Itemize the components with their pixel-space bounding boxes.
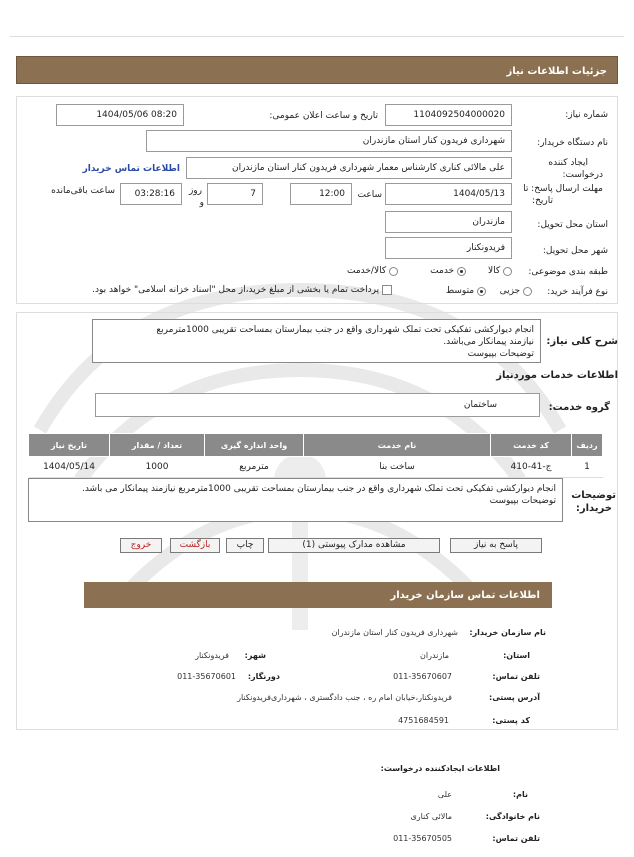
table-header-row — [29, 434, 603, 457]
deadline-label-line1: مهلت ارسال پاسخ: تا — [523, 184, 603, 194]
back-button[interactable]: بازگشت — [170, 538, 220, 553]
deadline-date-field[interactable]: 1404/05/13 — [385, 183, 512, 205]
treasury-payment-checkbox[interactable] — [382, 285, 392, 295]
buyer-org-label: نام دستگاه خریدار: — [537, 138, 608, 148]
contact-fax-label: دورنگار: — [247, 672, 280, 681]
category-option-service[interactable]: خدمت — [430, 266, 466, 277]
col-quantity: تعداد / مقدار — [110, 434, 205, 457]
cell-service-name: ساخت بنا — [304, 457, 491, 478]
remaining-time-field[interactable]: 03:28:16 — [120, 183, 182, 205]
contact-fax-value: 011-35670601 — [177, 672, 236, 681]
col-service-code: کد خدمت — [491, 434, 572, 457]
buyer-contact-link[interactable]: اطلاعات تماس خریدار — [82, 164, 180, 174]
creator-family-value: مالائی کناری — [410, 812, 452, 821]
contact-city-label: شهر: — [244, 651, 266, 660]
requester-label-line1: ایجاد کننده — [548, 158, 588, 168]
remaining-time-label: ساعت باقی‌مانده — [51, 186, 115, 196]
creator-family-label: نام خانوادگی: — [485, 812, 540, 821]
buyer-org-field[interactable]: شهرداری فریدون کنار استان مازندران — [146, 130, 512, 152]
process-type-label: نوع فرآیند خرید: — [547, 287, 608, 297]
summary-label: شرح کلی نیاز: — [546, 336, 618, 347]
announce-date-field[interactable]: 1404/05/06 08:20 — [56, 104, 184, 126]
contact-province-label: استان: — [503, 651, 530, 660]
creator-name-label: نام: — [512, 790, 528, 799]
service-group-label: گروه خدمت: — [548, 402, 610, 413]
col-row: ردیف — [572, 434, 603, 457]
process-option-medium[interactable]: متوسط — [446, 286, 486, 297]
creator-info-title: اطلاعات ایجادکننده درخواست: — [380, 764, 500, 773]
creator-phone-value: 011-35670505 — [393, 834, 452, 843]
org-name-label: نام سازمان خریدار: — [469, 628, 546, 637]
page-header — [16, 56, 618, 84]
province-label: استان محل تحویل: — [537, 220, 608, 230]
contact-city-value: فریدونکنار — [195, 651, 229, 660]
services-section-title: اطلاعات خدمات موردنیاز — [496, 370, 618, 381]
cell-service-code: ج-41-410 — [491, 457, 572, 478]
top-divider — [10, 36, 624, 37]
deadline-time-field[interactable]: 12:00 — [290, 183, 352, 205]
need-number-label: شماره نیاز: — [565, 110, 608, 120]
exit-button[interactable]: خروج — [120, 538, 162, 553]
need-number-field[interactable]: 1104092504000020 — [385, 104, 512, 126]
print-button[interactable]: چاپ — [226, 538, 264, 553]
process-option-minor[interactable]: جزیی — [500, 286, 532, 297]
postal-code-value: 4751684591 — [398, 716, 449, 725]
requester-label-line2: درخواست: — [562, 170, 603, 180]
postal-code-label: کد پستی: — [492, 716, 530, 725]
requester-field[interactable]: علی مالائی کناری کارشناس معمار شهرداری فریدون کنار استان مازندران — [186, 157, 512, 179]
buyer-notes-label-line2: خریدار: — [575, 503, 612, 514]
summary-text[interactable]: انجام دیوارکشی تفکیکی تحت تملک شهرداری واقع در جنب بیمارستان بمساحت تقریبی 1000مترمربع نیازمند پیمانکار می‌باشد. توضیحات بپیوست — [92, 319, 541, 363]
cell-unit: مترمربع — [205, 457, 304, 478]
deadline-time-label: ساعت — [357, 190, 382, 200]
cell-need-date: 1404/05/14 — [29, 457, 110, 478]
cell-row: 1 — [572, 457, 603, 478]
creator-phone-label: تلفن تماس: — [492, 834, 540, 843]
category-option-goods-service[interactable]: کالا/خدمت — [347, 266, 398, 277]
days-remaining-field[interactable]: 7 — [207, 183, 263, 205]
category-radio-goods-service[interactable] — [389, 267, 398, 276]
process-radio-minor[interactable] — [523, 287, 532, 296]
city-field[interactable]: فریدونکنار — [385, 237, 512, 259]
process-radio-medium[interactable] — [477, 287, 486, 296]
buyer-notes-text[interactable]: انجام دیوارکشی تفکیکی تحت تملک شهرداری واقع در جنب بیمارستان بمساحت تقریبی 1000مترمربع نیازمند پیمانکار می باشد. توضیحات بپیوست — [28, 478, 563, 522]
deadline-label-line2: تاریخ: — [532, 196, 553, 206]
page-title: جزئیات اطلاعات نیاز — [506, 66, 607, 77]
services-table — [28, 433, 603, 478]
announce-date-label: تاریخ و ساعت اعلان عمومی: — [269, 111, 378, 121]
creator-name-value: علی — [437, 790, 452, 799]
category-radio-service[interactable] — [457, 267, 466, 276]
and-label: و — [199, 198, 204, 208]
table-row[interactable] — [29, 457, 603, 478]
reply-button[interactable]: پاسخ به نیاز — [450, 538, 542, 553]
treasury-payment-option[interactable]: پرداخت تمام یا بخشی از مبلغ خرید،از محل "اسناد خزانه اسلامی" خواهد بود. — [92, 285, 392, 296]
contact-province-value: مازندران — [420, 651, 449, 660]
category-radio-goods[interactable] — [503, 267, 512, 276]
category-option-goods[interactable]: کالا — [488, 266, 512, 277]
days-label: روز — [188, 186, 202, 196]
contact-phone-label: تلفن تماس: — [492, 672, 540, 681]
contact-phone-value: 011-35670607 — [393, 672, 452, 681]
service-group-field[interactable]: ساختمان — [95, 393, 540, 417]
col-unit: واحد اندازه گیری — [205, 434, 304, 457]
buyer-contact-title: اطلاعات تماس سازمان خریدار — [84, 582, 552, 608]
postal-address-value: فریدونکنار،خیابان امام ره ، جنب دادگستری ، شهرداری‌فریدونکنار — [237, 693, 452, 702]
col-need-date: تاریخ نیاز — [29, 434, 110, 457]
postal-address-label: آدرس پستی: — [489, 693, 540, 702]
org-name-value: شهرداری فریدون کنار استان مازندران — [331, 628, 458, 637]
cell-quantity: 1000 — [110, 457, 205, 478]
province-field[interactable]: مازندران — [385, 211, 512, 233]
view-attachments-button[interactable]: مشاهده مدارک پیوستی (1) — [268, 538, 440, 553]
category-label: طبقه بندی موضوعی: — [528, 267, 608, 277]
buyer-notes-label-line1: توضیحات — [571, 490, 616, 501]
col-service-name: نام خدمت — [304, 434, 491, 457]
city-label: شهر محل تحویل: — [542, 246, 608, 256]
